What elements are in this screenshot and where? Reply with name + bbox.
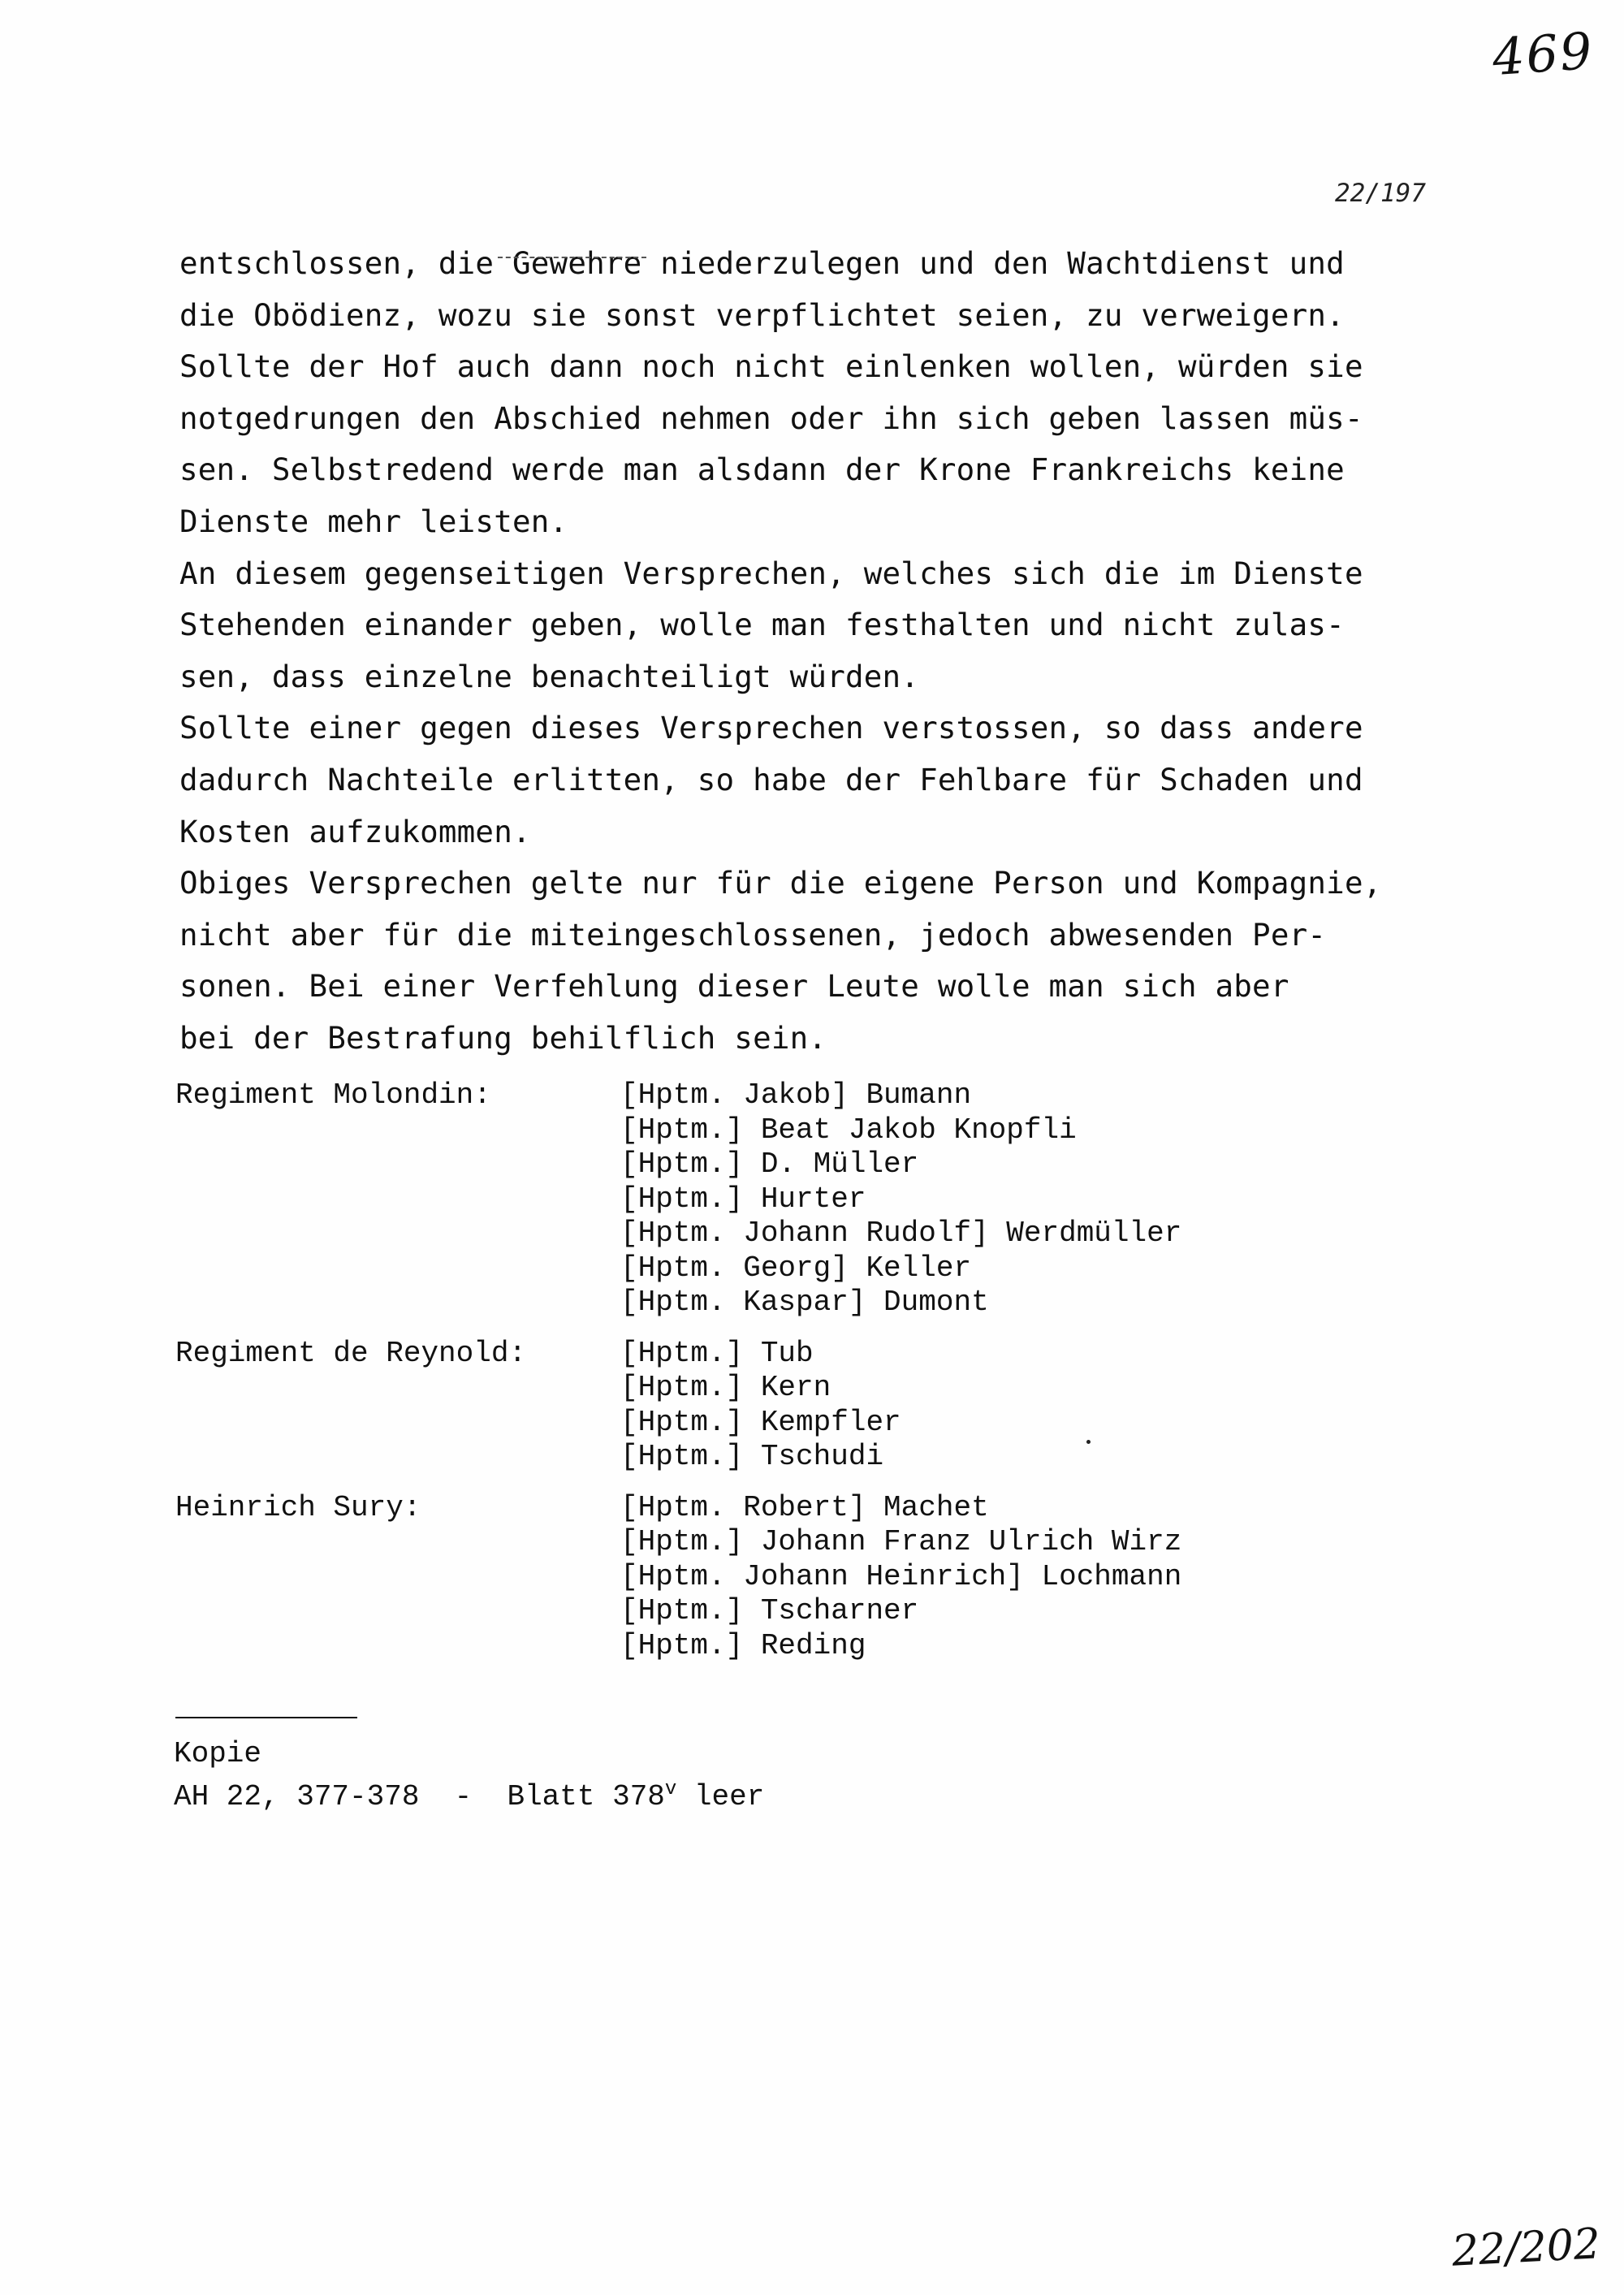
signatory-name: [Hptm.] Beat Jakob Knopfli	[620, 1113, 1077, 1147]
signatory-name: [Hptm. Robert] Machet	[620, 1490, 989, 1524]
footnote-divider	[175, 1717, 357, 1718]
text-line	[179, 910, 1471, 962]
signatory-name: [Hptm.] Reding	[620, 1628, 866, 1662]
text-line	[179, 341, 1471, 393]
text-line-segment: sen. Selbstredend werde man alsdann der Krone Frankreichs keine	[179, 452, 1345, 488]
signatory-name: [Hptm.] D. Müller	[620, 1148, 919, 1181]
text-line	[179, 393, 1471, 445]
signatory-group	[175, 1078, 1393, 1320]
signatory-name: [Hptm. Kaspar] Dumont	[620, 1286, 989, 1319]
group-names	[620, 1337, 901, 1475]
text-line-segment: Sollte einer gegen dieses Versprechen verstossen, so dass andere	[179, 710, 1363, 746]
body-paragraph	[179, 238, 1471, 1065]
footnote-source-text: AH 22, 377-378 - Blatt 378	[174, 1780, 665, 1813]
footnote-line-source	[174, 1772, 765, 1813]
stray-mark	[1086, 1440, 1091, 1444]
signatory-name: [Hptm. Johann Heinrich] Lochmann	[620, 1559, 1182, 1593]
signatory-list	[175, 1078, 1393, 1679]
group-names	[620, 1491, 1181, 1664]
text-line-segment: sen, dass einzelne benachteiligt würden.	[179, 658, 920, 694]
signatory-group	[175, 1337, 1393, 1475]
text-line	[179, 496, 1471, 548]
text-line-segment: bei der Bestrafung behilflich sein.	[179, 1019, 827, 1056]
text-line	[179, 858, 1471, 910]
text-line-segment: Sollte der Hof auch dann noch nicht einlenken wollen, würden sie	[179, 348, 1363, 385]
text-line-segment: niederzulegen und den Wachtdienst und	[641, 245, 1345, 281]
text-line-segment: Obiges Versprechen gelte nur für die eigene Person und Kompagnie,	[179, 865, 1382, 901]
text-line	[179, 754, 1471, 806]
text-line	[179, 961, 1471, 1013]
signatory-name: [Hptm. Johann Rudolf] Werdmüller	[620, 1217, 1182, 1250]
signatory-name: [Hptm.] Kern	[620, 1371, 831, 1404]
signatory-group	[175, 1491, 1393, 1664]
text-line	[179, 651, 1471, 703]
signatory-name: [Hptm.] Johann Franz Ulrich Wirz	[620, 1525, 1182, 1558]
text-line-segment: Stehenden einander geben, wolle man festhalten und nicht zulas-	[179, 607, 1345, 643]
text-line-segment: Dienste mehr leisten.	[179, 503, 568, 539]
text-line-segment: dadurch Nachteile erlitten, so habe der Fehlbare für Schaden und	[179, 761, 1363, 797]
text-line-segment: sonen. Bei einer Verfehlung dieser Leute wolle man sich aber	[179, 968, 1289, 1005]
text-line-segment: entschlossen, die	[179, 245, 512, 281]
signatory-name: [Hptm.] Tscharner	[620, 1594, 919, 1627]
signatory-name: [Hptm.] Tub	[620, 1336, 814, 1370]
text-line-segment: notgedrungen den Abschied nehmen oder ihn sich geben lassen müs-	[179, 400, 1363, 436]
handwritten-folio-number: 469	[1490, 20, 1596, 88]
signatory-name: [Hptm.] Hurter	[620, 1182, 866, 1216]
text-line	[179, 702, 1471, 754]
text-line-segment: Kosten aufzukommen.	[179, 813, 531, 849]
text-line-segment: An diesem gegenseitigen Versprechen, welches sich die im Dienste	[179, 555, 1363, 591]
signatory-name: [Hptm. Georg] Keller	[620, 1251, 972, 1285]
text-line-segment: nicht aber für die miteingeschlossenen, jedoch abwesenden Per-	[179, 916, 1327, 953]
text-line-segment: die Obödienz, wozu sie sonst verpflichtet seien, zu verweigern.	[179, 296, 1345, 333]
footnote-line-copy: Kopie	[174, 1737, 262, 1770]
signatory-name: [Hptm.] Tschudi	[620, 1440, 884, 1473]
page-reference: 22/197	[1335, 179, 1426, 208]
text-line	[179, 1013, 1471, 1065]
signatory-name: [Hptm. Jakob] Bumann	[620, 1078, 972, 1112]
signatory-name: [Hptm.] Kempfler	[620, 1405, 901, 1439]
group-label: Heinrich Sury:	[175, 1490, 421, 1524]
group-label: Regiment Molondin:	[175, 1078, 491, 1112]
text-line	[179, 444, 1471, 496]
group-label: Regiment de Reynold:	[175, 1336, 527, 1370]
text-line	[179, 290, 1471, 342]
footnote-superscript: v	[664, 1779, 677, 1800]
text-line	[179, 548, 1471, 600]
footnote-source-tail: leer	[676, 1780, 765, 1813]
handwritten-page-number: 22/202	[1450, 2219, 1602, 2276]
group-names	[620, 1078, 1181, 1320]
footnote	[174, 1736, 765, 1813]
text-line	[179, 238, 1471, 290]
struck-word: Gewehre	[512, 245, 642, 281]
text-line	[179, 806, 1471, 858]
text-line	[179, 599, 1471, 651]
